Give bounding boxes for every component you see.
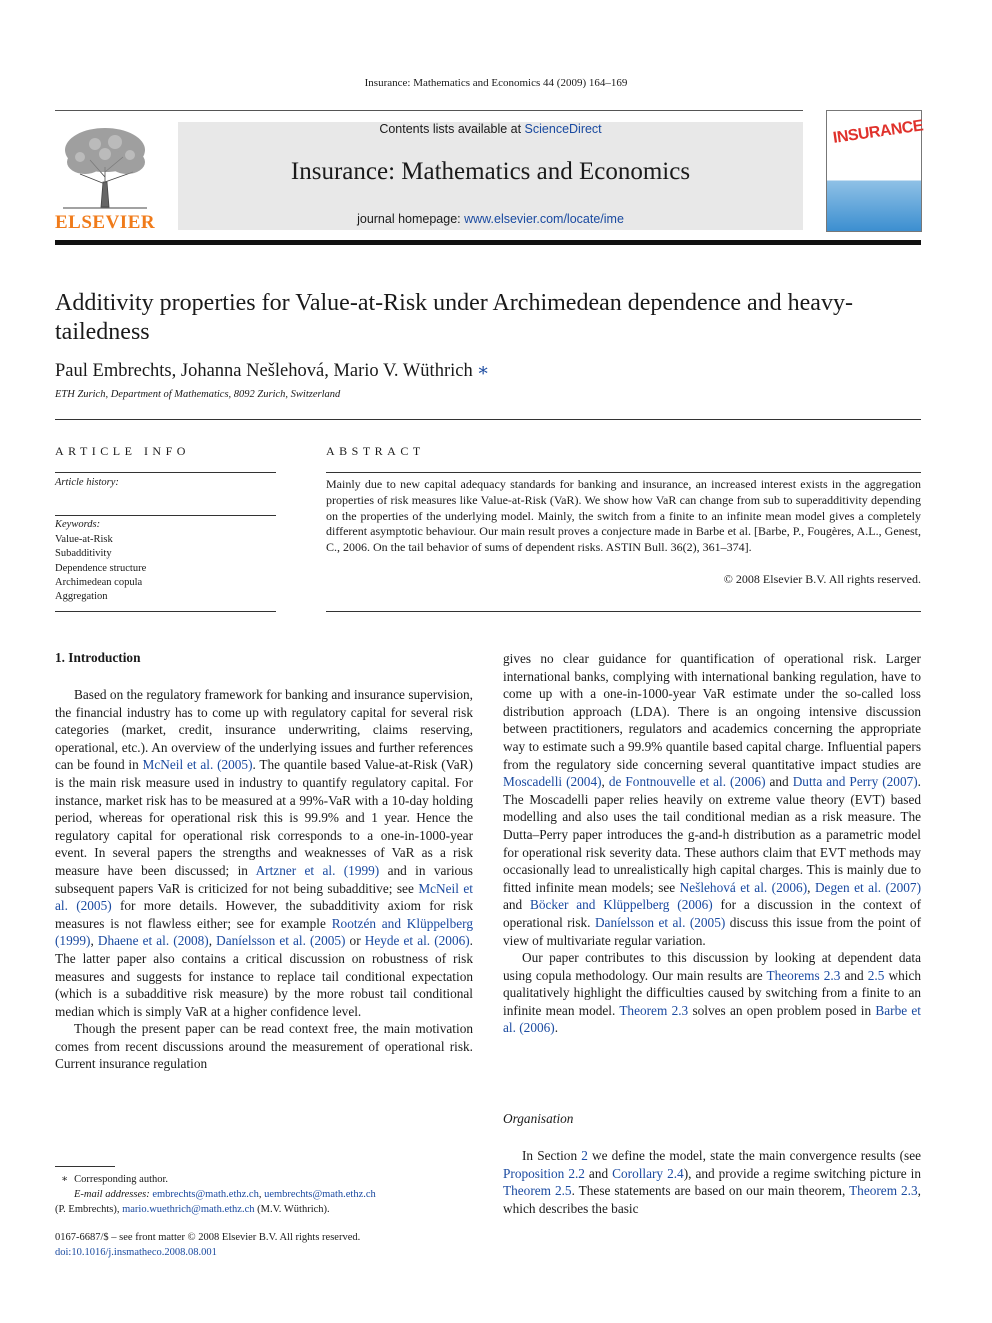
header-rule [55,110,803,111]
keyword-item: Value-at-Risk [55,534,113,545]
subsection-heading-organisation: Organisation [503,1111,574,1126]
running-head: Insurance: Mathematics and Economics 44 (2009) 164–169 [364,77,628,89]
keyword-list [55,533,146,604]
theorem-link[interactable]: Theorems 2.3 [766,967,841,983]
footnote-corresponding [55,1172,473,1187]
info-rule [55,611,276,612]
text: . The Moscadelli paper relies heavily on extreme value theory (EVT) based modelling and also uses the tail conditional median as a risk measure. The Dutta–Perry paper introduces the g-and-h distribution as a parametric model for operational risk severity data. These authors claim that EVT methods may occasionally lead to unrealistically high capital charges. This is mainly due to fitted infinite mean models; see [503,774,921,895]
paragraph: Though the present paper can be read context free, the main motivation comes from recent discussions around the measurement of operational risk. Current insurance regulation [55,1021,473,1072]
section-rule [55,419,921,420]
keyword-item: Dependence structure [55,562,147,574]
section-link[interactable]: 2 [581,1148,588,1163]
info-rule [55,472,276,473]
abstract-text: Mainly due to new capital adequacy standards for banking and insurance, an increased interest exists in the aggregation properties of risk measures like Value-at-Risk (VaR). We show how VaR can change from sub to superadditivity depending on the properties of the underlying model. Mainly, the switch from a finite to an infinite mean model gives a completely different asymptotic behaviour. Our main result proves a conjecture made in Barbe et al. [Barbe, P., Fougères, A.L., Genest, C., 2006. On the tail behavior of sums of dependent risks. ASTIN Bull. 36(2), 361–374]. [326,477,921,555]
abstract-copyright: © 2008 Elsevier B.V. All rights reserved. [723,572,921,586]
citation-link[interactable]: Dhaene et al. (2008) [97,933,209,949]
email-owner: (P. Embrechts), [55,1204,120,1216]
theorem-link[interactable]: Theorem 2.5 [503,1183,572,1199]
text: , [208,933,217,949]
theorem-link[interactable]: Theorem 2.3 [619,1002,689,1018]
affiliation: ETH Zurich, Department of Mathematics, 8092 Zurich, Switzerland [55,389,341,400]
corresponding-author-mark[interactable]: ∗ [476,361,490,381]
text: . The latter paper also contains a critical discussion on robustness of risk measures and suggests for instance to replace tail conditional expectation (which is a subadditive risk measure) by the more robust tail conditional median which is simply VaR at a higher confidence level. [55,933,473,1019]
doi-link[interactable]: doi:10.1016/j.insmatheco.2008.08.001 [55,1247,217,1259]
citation-link[interactable]: McNeil et al. (2005) [55,880,473,914]
text: Based on the regulatory framework for banking and insurance supervision, the financial industry has to come up with regulatory capital for several risk categories (market, credit, insurance underwriting, claims reserving, operational, etc.). An overview of the underlying issues and further references can be found in [55,687,473,773]
paragraph [503,650,921,949]
text: , [90,933,98,949]
issn-line: 0167-6687/$ – see front matter © 2008 Elsevier B.V. All rights reserved. [55,1232,361,1243]
citation-link[interactable]: Böcker and Klüppelberg (2006) [530,897,713,913]
text: for more details. However, the subadditivity axiom for risk measures is not flawless either; see for example [55,898,474,931]
article-title: Additivity properties for Value-at-Risk under Archimedean dependence and heavy-tailedness [55,290,853,345]
contents-line [178,122,803,136]
abstract-rule [326,611,921,612]
text: In Section [522,1148,582,1163]
citation-link[interactable]: McNeil et al. (2005) [142,757,253,773]
abstract-rule [326,472,921,473]
text: Our paper contributes to this discussion by looking at dependent data using copula methodology. Our main results are [503,950,921,983]
keyword-item: Archimedean copula [55,576,143,588]
text: we define the model, state the main convergence results (see [587,1148,921,1163]
authors-text: Paul Embrechts, Johanna Nešlehová, Mario V. Wüthrich [55,361,473,381]
paragraph [55,686,473,1020]
homepage-line [178,212,803,226]
section-heading-introduction: 1. Introduction [55,650,141,665]
text: and [765,774,793,790]
text: or [345,933,365,949]
text: . [554,1020,559,1036]
keyword-item: Subadditivity [55,548,112,560]
header-thick-rule [55,240,921,245]
email-link[interactable]: mario.wuethrich@math.ethz.ch [122,1204,255,1216]
email-link[interactable]: embrechts@math.ethz.ch [152,1189,259,1201]
text: , which describes the basic [503,1183,921,1216]
abstract-heading: ABSTRACT [326,444,425,458]
corollary-link[interactable]: Corollary 2.4 [612,1165,684,1181]
contents-prefix: Contents lists available at [379,122,525,136]
left-column [55,686,473,1073]
footnote-emails: E-mail addresses: embrechts@math.ethz.ch, uembrechts@math.ethz.ch [74,1189,376,1201]
footnotes [55,1172,473,1218]
footnote-rule [55,1166,115,1167]
text: ), and provide a regime switching picture in [683,1165,921,1181]
text: solves an open problem posed in [688,1002,876,1018]
theorem-link[interactable]: 2.5 [867,967,885,983]
footnote-mark: ∗ [61,1174,69,1185]
paragraph [503,949,921,1037]
citation-link[interactable]: de Fontnouvelle et al. (2006) [608,774,766,790]
citation-link[interactable]: Nešlehová et al. (2006) [679,879,808,895]
cover-title: INSURANCE [832,117,925,147]
email-label: E-mail addresses: [74,1189,150,1201]
publication-meta [55,1230,360,1260]
article-history-label: Article history: [55,477,119,488]
text: which qualitatively highlight the difficulties caused by switching from a finite to an infinite mean model. [503,967,921,1018]
text: , [601,774,609,790]
citation-link[interactable]: Moscadelli (2004) [503,774,602,790]
citation-link[interactable]: Degen et al. (2007) [814,879,921,895]
right-column-continued [503,1147,921,1217]
citation-link[interactable]: Artzner et al. (1999) [255,862,380,878]
text: , [807,879,815,895]
theorem-link[interactable]: Theorem 2.3 [849,1183,918,1199]
email-link[interactable]: uembrechts@math.ethz.ch [264,1189,376,1201]
keywords-label: Keywords: [55,519,101,530]
text: for a discussion in the context of operational risk. [503,897,921,930]
citation-link[interactable]: Heyde et al. (2006) [364,933,470,949]
text: . The quantile based Value-at-Risk (VaR) is the main risk measure used in industry to quantify regulatory capital. For instance, market risk has to be measured at a 99%-VaR with a 10-day holding period, whereas for operational risk this is 99.9% and 1 year. Hence the regulatory capital for operational risk corresponds to a one-in-1000-year event. In several papers the strengths and weaknesses of VaR as a risk measure have been discussed; in [55,757,473,878]
paragraph [503,1147,921,1217]
text: and [503,897,531,913]
text: and [840,967,868,983]
homepage-prefix: journal homepage: [357,212,465,226]
text: discuss this issue from the point of view of multivariate regular variation. [503,914,921,948]
article-info-heading: ARTICLE INFO [55,444,190,458]
citation-link[interactable]: Dutta and Perry (2007) [792,774,918,790]
text: and in various subsequent papers VaR is criticized for not being subadditive; see [55,862,473,896]
sciencedirect-link[interactable]: ScienceDirect [524,122,602,136]
info-rule [55,515,276,516]
citation-link[interactable]: Rootzén and Klüppelberg (1999) [55,915,473,949]
right-column [503,650,921,1037]
citation-link[interactable]: Daníelsson et al. (2005) [594,914,726,930]
citation-link[interactable]: Daníelsson et al. (2005) [216,933,346,949]
keyword-item: Aggregation [55,591,108,603]
homepage-link[interactable]: www.elsevier.com/locate/ime [464,212,624,226]
text: and [584,1165,613,1181]
author-list [55,360,489,382]
footnote-text: Corresponding author. [74,1174,169,1185]
citation-link[interactable]: Barbe et al. (2006) [503,1002,921,1036]
journal-title: Insurance: Mathematics and Economics [290,158,691,185]
text: . These statements are based on our main theorem, [571,1183,850,1199]
text: gives no clear guidance for quantification of operational risk. Larger international banks, complying with international banking regulation, have to come up with a one-in-1000-year VaR estimate under the so-called loss distribution approach (LDA). There is an ongoing intensive discussion between practitioners, regulators and academics concerning the appropriate way to estimate such a 99.9% quantile based capital charge. Influential papers from the regulatory side concerning several quantitative impact studies are [503,651,921,772]
email-owner: (M.V. Wüthrich). [257,1204,330,1216]
footnote-emails-cont [55,1202,473,1217]
proposition-link[interactable]: Proposition 2.2 [503,1165,585,1181]
publisher-logo-text: ELSEVIER [55,212,156,233]
